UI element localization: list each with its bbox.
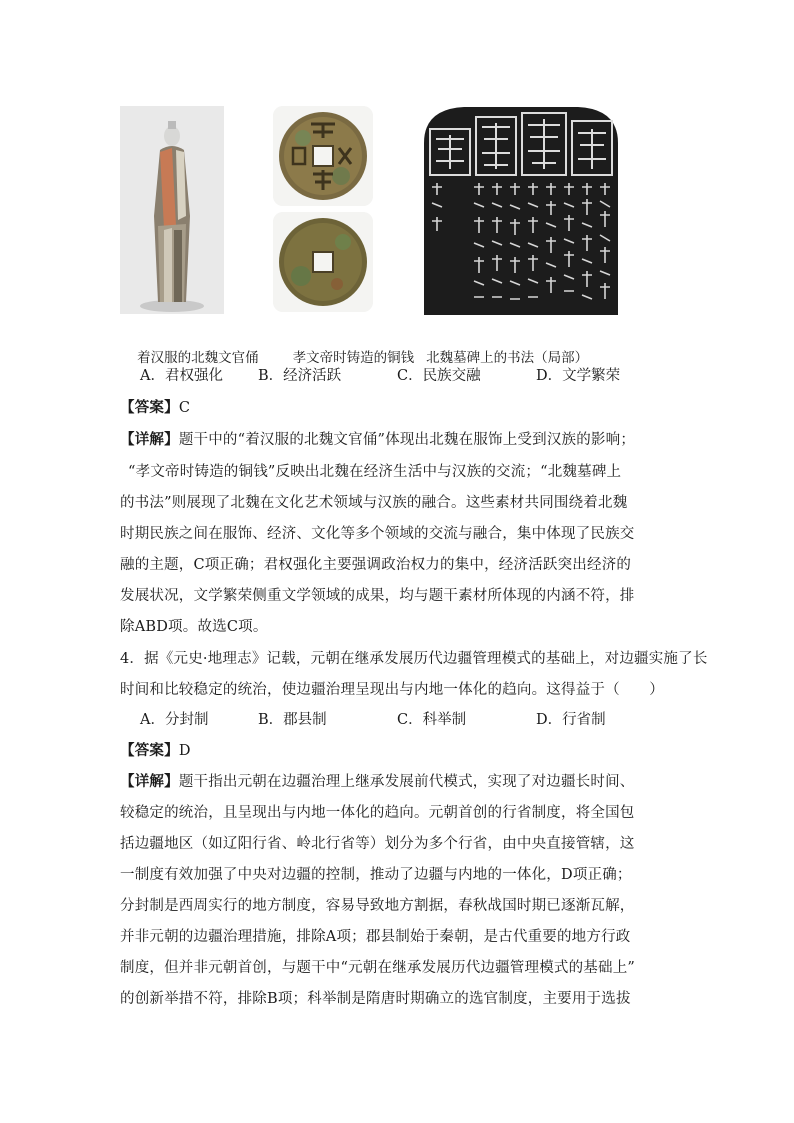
q4-stem-line-1: 4．据《元史·地理志》记载，元朝在继承发展历代边疆管理模式的基础上，对边疆实施了长 (120, 651, 708, 667)
q4-option-a: A．分封制 (140, 712, 209, 728)
northern-wei-stele-calligraphy-image (424, 103, 618, 315)
q4-explain-tag: 【详解】 (120, 773, 179, 790)
figurine-illustration (120, 106, 224, 314)
q4-explain-line-7: 制度，但并非元朝首创，与题干中“元朝在继承发展历代边疆管理模式的基础上” (120, 960, 636, 976)
q4-answer-tag: 【答案】 (120, 742, 179, 759)
q4-explain-line-1: 【详解】题干指出元朝在边疆治理上继承发展前代模式，实现了对边疆长时间、 (120, 773, 635, 790)
coins-caption: 孝文帝时铸造的铜钱 (292, 350, 415, 366)
coin-obverse-illustration (273, 106, 373, 206)
q3-explain-line-5: 融的主题，C项正确；君权强化主要强调政治权力的集中，经济活跃突出经济的 (120, 557, 632, 573)
q4-explain-line-6: 并非元朝的边疆治理措施，排除A项；郡县制始于秦朝，是古代重要的地方行政 (120, 929, 631, 945)
q4-stem-line-2: 时间和比较稳定的统治，使边疆治理呈现出与内地一体化的趋向。这得益于（ ） (120, 682, 664, 698)
q3-answer (120, 396, 190, 417)
q4-explain-line-8: 的创新举措不符，排除B项；科举制是隋唐时期确立的选官制度，主要用于选拔 (120, 991, 631, 1007)
stele-rubbing-illustration (424, 103, 618, 315)
q4-answer-value: D (178, 743, 191, 759)
q3-explain-line-3: 的书法”则展现了北魏在文化艺术领域与汉族的融合。这些素材共同围绕着北魏 (120, 495, 628, 511)
q4-option-b: B．郡县制 (258, 712, 327, 728)
q3-explain-line-6: 发展状况，文学繁荣侧重文学领域的成果，均与题干素材所体现的内涵不符，排 (120, 588, 635, 604)
northern-wei-official-figurine-image (120, 106, 224, 314)
q3-explain-line-2: “孝文帝时铸造的铜钱”反映出北魏在经济生活中与汉族的交流；“北魏墓碑上 (128, 464, 622, 480)
q4-explain-line-3: 括边疆地区（如辽阳行省、岭北行省等）划分为多个行省，由中央直接管辖，这 (120, 836, 635, 852)
q3-option-c: C．民族交融 (397, 368, 481, 384)
q4-option-c: C．科举制 (397, 712, 467, 728)
statue-caption: 着汉服的北魏文官俑 (137, 350, 259, 366)
q3-explain-line-1: 【详解】题干中的“着汉服的北魏文官俑”体现出北魏在服饰上受到汉族的影响； (120, 431, 636, 448)
q4-option-d: D．行省制 (536, 712, 606, 728)
q4-answer (120, 739, 191, 760)
stele-caption: 北魏墓碑上的书法（局部） (426, 350, 589, 366)
q3-option-d: D．文学繁荣 (536, 368, 621, 384)
q4-explain-line-2: 较稳定的统治，且呈现出与内地一体化的趋向。元朝首创的行省制度，将全国包 (120, 805, 635, 821)
q4-explain-line-4: 一制度有效加强了中央对边疆的控制，推动了边疆与内地的一体化，D项正确； (120, 867, 632, 883)
q4-explain-line-5: 分封制是西周实行的地方制度，容易导致地方割据，春秋战国时期已逐渐瓦解， (120, 898, 635, 914)
q3-explain-line-4: 时期民族之间在服饰、经济、文化等多个领域的交流与融合，集中体现了民族交 (120, 526, 635, 542)
q3-answer-value: C (178, 400, 191, 416)
bronze-coin-obverse-image (273, 106, 373, 206)
q3-explain-tag: 【详解】 (120, 431, 179, 448)
bronze-coin-reverse-image (273, 212, 373, 312)
q3-explain-line-7: 除ABD项。故选C项。 (120, 619, 268, 635)
q3-option-b: B．经济活跃 (258, 368, 342, 384)
q3-answer-tag: 【答案】 (120, 399, 179, 416)
q3-option-a: A．君权强化 (140, 368, 223, 384)
coin-reverse-illustration (273, 212, 373, 312)
